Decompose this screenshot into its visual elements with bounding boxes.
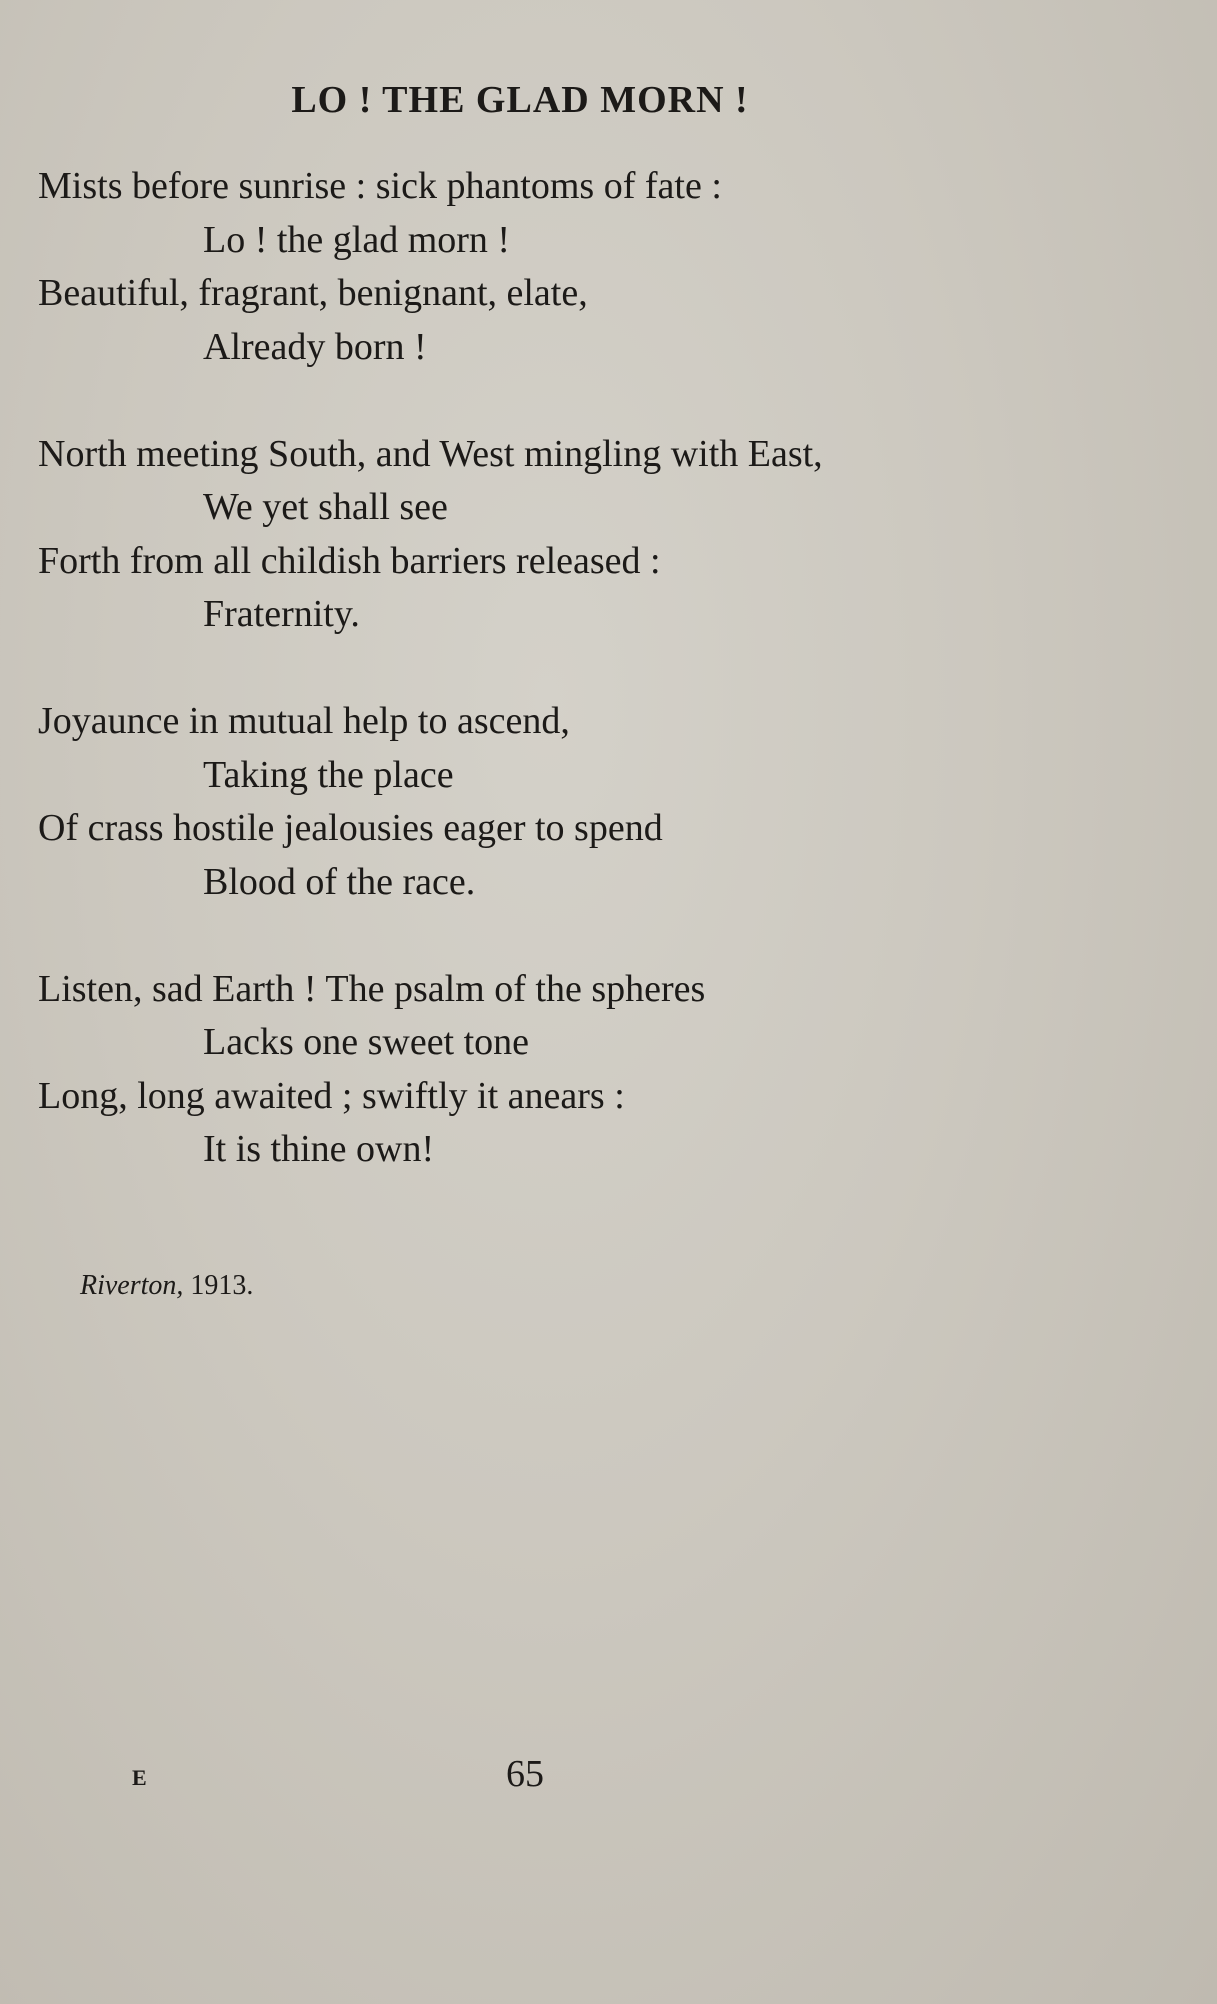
poem-line: Taking the place: [203, 753, 454, 796]
poem-line: Joyaunce in mutual help to ascend,: [38, 700, 570, 742]
place-name: Riverton,: [80, 1270, 184, 1301]
poem-line: Already born !: [203, 325, 427, 368]
poem-line: Listen, sad Earth ! The psalm of the spheres: [38, 967, 706, 1010]
poem-line: It is thine own!: [203, 1128, 435, 1170]
poem-title: LO ! THE GLAD MORN !: [291, 79, 749, 121]
poem-line: Mists before sunrise : sick phantoms of fate :: [38, 165, 722, 207]
poem-line: Long, long awaited ; swiftly it anears :: [38, 1074, 625, 1117]
poem-line: Blood of the race.: [203, 860, 476, 903]
stanza-3: [38, 695, 1138, 909]
poem-line: We yet shall see: [203, 486, 448, 528]
stanza-4: [38, 963, 1138, 1177]
poem-line: Fraternity.: [203, 593, 360, 635]
poem-line: Lacks one sweet tone: [203, 1021, 530, 1063]
poem-body: [38, 160, 1138, 1230]
poem-line: Lo ! the glad morn !: [203, 218, 511, 261]
signature-mark: E: [132, 1765, 147, 1790]
poem-line: North meeting South, and West mingling with East,: [38, 432, 823, 475]
page-number: 65: [506, 1753, 544, 1795]
stanza-1: [38, 160, 1138, 374]
poem-line: Forth from all childish barriers released :: [38, 539, 661, 582]
poem-line: Beautiful, fragrant, benignant, elate,: [38, 272, 588, 314]
stanza-2: [38, 428, 1138, 642]
place-and-date: [80, 1270, 253, 1302]
poem-line: Of crass hostile jealousies eager to spend: [38, 807, 663, 849]
year: 1913.: [190, 1270, 254, 1301]
